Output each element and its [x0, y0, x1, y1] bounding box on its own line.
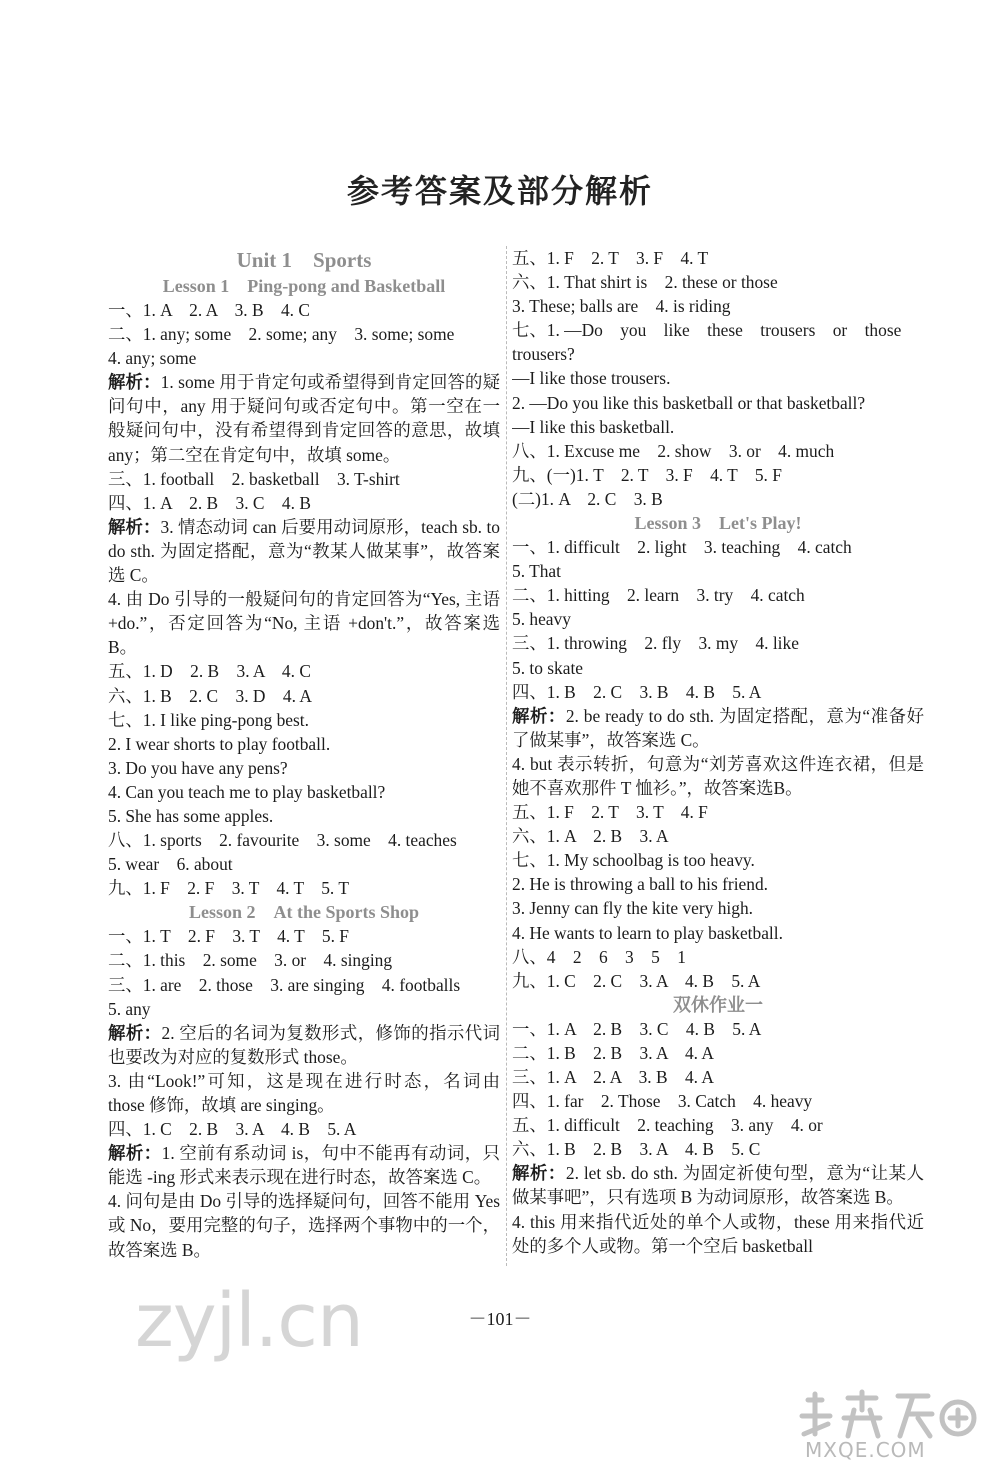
explanation: [108, 1021, 500, 1069]
explanation: [108, 370, 500, 466]
answer-line: 九、1. C 2. C 3. A 4. B 5. A: [512, 970, 761, 991]
answer-line: 二、1. B 2. B 3. A 4. A: [512, 1042, 714, 1063]
answer-line: (二)1. A 2. C 3. B: [512, 488, 663, 509]
explanation-label: 解析：: [512, 1163, 566, 1184]
answer-line: 一、1. T 2. F 3. T 4. T 5. F: [108, 926, 349, 947]
explanation-text: 1. some 用于肯定句或希望得到肯定回答的疑问句中，any 用于疑问句或否定句中。第一空在一般疑问句中，没有希望得到肯定回答的意思，故填 any；第二空在肯定句中，故填 some。: [108, 372, 500, 465]
answer-line: 3. These; balls are 4. is riding: [512, 296, 731, 317]
answer-line: trousers?: [512, 344, 575, 365]
unit-heading: Unit 1 Sports: [236, 248, 372, 272]
right-column: [512, 246, 924, 1258]
answer-line: 九、1. F 2. F 3. T 4. T 5. T: [108, 878, 349, 899]
answer-line: 五、1. difficult 2. teaching 3. any 4. or: [512, 1115, 823, 1136]
answer-line: 二、1. this 2. some 3. or 4. singing: [108, 950, 393, 971]
answer-line: 2. —Do you like this basketball or that basketball?: [512, 392, 866, 413]
answer-line: 4. He wants to learn to play basketball.: [512, 922, 783, 943]
explanation-text: 2. be ready to do sth. 为固定搭配，意为“准备好了做某事”，故答案选 C。: [512, 705, 924, 750]
answer-line: 五、1. F 2. T 3. F 4. T: [512, 248, 709, 268]
answer-line: 5. heavy: [512, 609, 571, 630]
answer-line: 一、1. difficult 2. light 3. teaching 4. catch: [512, 537, 852, 558]
answer-line: 3. Do you have any pens?: [108, 757, 288, 778]
explanation-text: 2. let sb. do sth. 为固定祈使句型，意为“让某人做某事吧”，只有选项 B 为动词原形，故答案选 B。: [512, 1163, 924, 1208]
explanation-text: 3. 由“Look!”可知，这是现在进行时态，名词由 those 修饰，故填 are singing。: [108, 1070, 500, 1115]
answer-line: 4. any; some: [108, 348, 197, 369]
answer-line: 4. Can you teach me to play basketball?: [108, 781, 386, 802]
answer-line: —I like this basketball.: [512, 416, 675, 437]
lesson-heading: Lesson 2 At the Sports Shop: [188, 902, 420, 923]
answer-line: 七、1. I like ping-pong best.: [108, 709, 309, 730]
answer-line: 一、1. A 2. B 3. C 4. B 5. A: [512, 1018, 762, 1039]
answer-line: 5. That: [512, 561, 561, 582]
answer-line: 四、1. C 2. B 3. A 4. B 5. A: [108, 1119, 357, 1140]
answer-line: 四、1. far 2. Those 3. Catch 4. heavy: [512, 1091, 813, 1112]
lesson-heading: Lesson 1 Ping-pong and Basketball: [162, 276, 446, 296]
watermark-left: zyjl.cn: [135, 1278, 363, 1364]
answer-line: 五、1. D 2. B 3. A 4. C: [108, 661, 311, 682]
page-number: －101－: [468, 1309, 532, 1329]
answer-line: 六、1. B 2. C 3. D 4. A: [108, 685, 312, 706]
answer-line: 3. Jenny can fly the kite very high.: [512, 898, 753, 919]
answer-line: 2. He is throwing a ball to his friend.: [512, 874, 768, 895]
answer-line: 四、1. A 2. B 3. C 4. B: [108, 492, 311, 513]
answer-line: 二、1. hitting 2. learn 3. try 4. catch: [512, 585, 805, 606]
column-divider: [506, 246, 507, 1266]
page-title: 参考答案及部分解析: [346, 172, 653, 210]
explanation-label: 解析：: [108, 1143, 162, 1164]
answer-line: 七、1. —Do you like these trousers or those: [512, 320, 902, 341]
answer-line: 5. She has some apples.: [108, 805, 274, 826]
explanation-label: 解析：: [512, 705, 566, 726]
explanation: [108, 1141, 500, 1189]
explanation-text: 4. 问句是由 Do 引导的选择疑问句，回答不能用 Yes 或 No，要用完整的句子，选择两个事物中的一个，故答案选 B。: [108, 1191, 500, 1260]
answer-line: 八、4 2 6 3 5 1: [512, 946, 686, 967]
answer-line: 一、1. A 2. A 3. B 4. C: [108, 300, 310, 320]
answer-line: 六、1. That shirt is 2. these or those: [512, 272, 778, 293]
explanation: [512, 704, 924, 752]
lesson-heading: Lesson 3 Let's Play!: [634, 513, 802, 534]
answer-line: 八、1. Excuse me 2. show 3. or 4. much: [512, 440, 835, 461]
explanation-label: 解析：: [108, 372, 161, 393]
answer-line: 五、1. F 2. T 3. T 4. F: [512, 802, 708, 823]
explanation-label: 解析：: [108, 1022, 162, 1043]
explanation-text: 4. 由 Do 引导的一般疑问句的肯定回答为“Yes, 主语 +do.”，否定回答为“No, 主语 +don't.”，故答案选 B。: [108, 589, 500, 658]
answer-line: 5. any: [108, 998, 151, 1019]
explanation-text: 4. this 用来指代近处的单个人或物，these 用来指代近处的多个人或物。第一个空后 basketball: [512, 1211, 924, 1256]
answer-line: 三、1. are 2. those 3. are singing 4. footballs: [108, 974, 461, 995]
answer-line: 二、1. any; some 2. some; any 3. some; some: [108, 324, 455, 345]
answer-line: 六、1. A 2. B 3. A: [512, 826, 669, 847]
answer-line: —I like those trousers.: [512, 368, 671, 389]
answer-line: 九、(一)1. T 2. T 3. F 4. T 5. F: [512, 464, 782, 485]
weekend-heading: 双休作业一: [673, 994, 763, 1015]
watermark-right: MXQE.COM: [805, 1438, 926, 1462]
explanation-text: 3. 情态动词 can 后要用动词原形，teach sb. to do sth. 为固定搭配，意为“教某人做某事”，故答案选 C。: [108, 516, 500, 586]
answer-line: 三、1. football 2. basketball 3. T-shirt: [108, 468, 400, 489]
explanation-text: 4. but 表示转折，句意为“刘芳喜欢这件连衣裙，但是她不喜欢那件 T 恤衫。”，故答案选B。: [512, 753, 924, 798]
explanation-label: 解析：: [108, 516, 161, 537]
answer-line: 四、1. B 2. C 3. B 4. B 5. A: [512, 681, 762, 702]
answer-line: 5. wear 6. about: [108, 854, 233, 875]
answer-line: 七、1. My schoolbag is too heavy.: [512, 850, 755, 871]
answer-line: 5. to skate: [512, 657, 583, 678]
explanation: [512, 1161, 924, 1209]
answer-line: 2. I wear shorts to play football.: [108, 733, 331, 754]
answer-line: 六、1. B 2. B 3. A 4. B 5. C: [512, 1139, 761, 1160]
explanation: [108, 515, 500, 587]
answer-line: 八、1. sports 2. favourite 3. some 4. teaches: [108, 830, 457, 851]
answer-line: 三、1. throwing 2. fly 3. my 4. like: [512, 633, 799, 654]
explanation-text: 2. 空后的名词为复数形式，修饰的指示代词也要改为对应的复数形式 those。: [108, 1022, 500, 1067]
answer-line: 三、1. A 2. A 3. B 4. A: [512, 1067, 714, 1087]
left-column: [108, 246, 500, 1262]
explanation-text: 1. 空前有系动词 is，句中不能再有动词，只能选 -ing 形式来表示现在进行时态，故答案选 C。: [108, 1143, 500, 1188]
